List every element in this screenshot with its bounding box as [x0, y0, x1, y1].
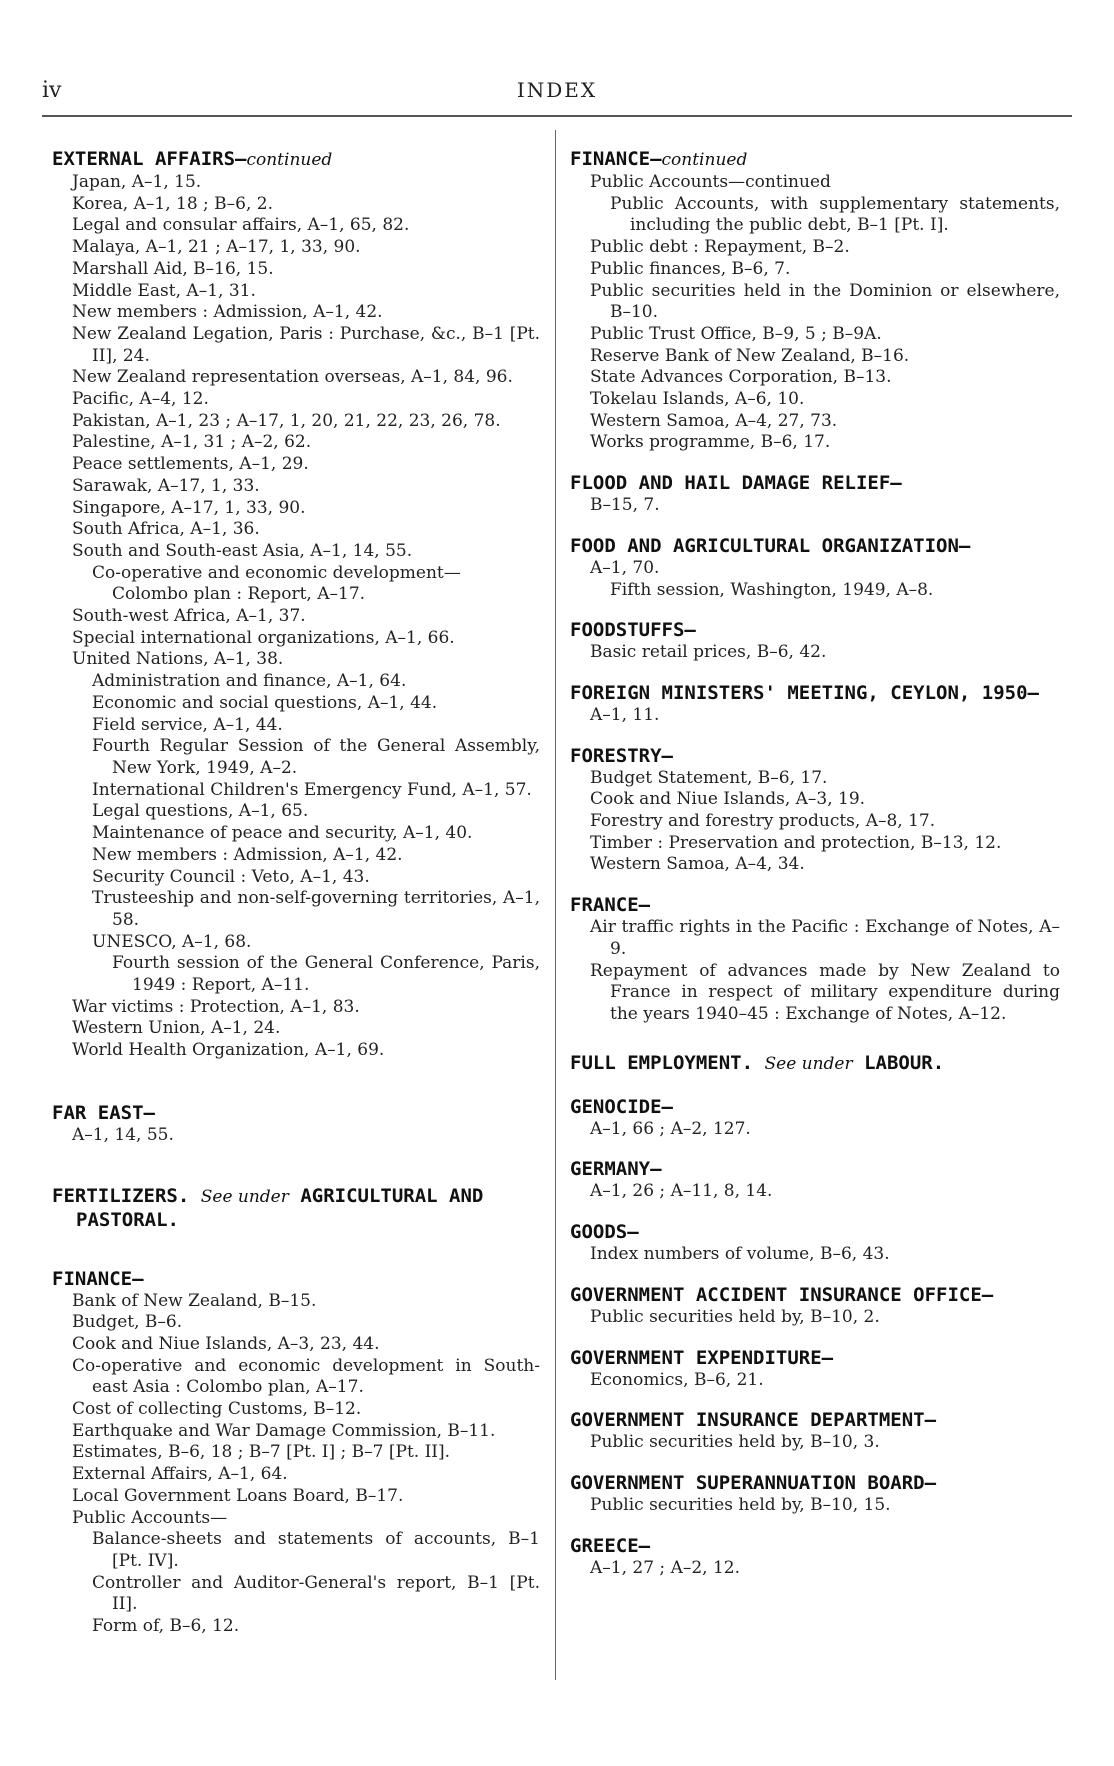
index-heading: GOVERNMENT EXPENDITURE—	[570, 1346, 834, 1369]
index-heading: FLOOD AND HAIL DAMAGE RELIEF—	[570, 472, 902, 495]
index-entry	[570, 1535, 1060, 1580]
index-subentry: Works programme, B–6, 17.	[590, 432, 831, 453]
index-subentry: Middle East, A–1, 31.	[72, 280, 256, 301]
index-subentry: B–15, 7.	[590, 495, 660, 516]
index-subentry: Public securities held by, B–10, 2.	[590, 1306, 880, 1327]
index-subentry: Co-operative and economic development in South-east Asia : Colombo plan, A–17.	[72, 1355, 540, 1398]
index-subentry: Economic and social questions, A–1, 44.	[92, 692, 438, 713]
index-heading: FOOD AND AGRICULTURAL ORGANIZATION—	[570, 534, 971, 557]
index-subentry: Western Samoa, A–4, 34.	[590, 854, 805, 875]
index-subentry: External Affairs, A–1, 64.	[72, 1464, 288, 1485]
left-column	[52, 148, 540, 1638]
index-subentry: Colombo plan : Report, A–17.	[112, 584, 366, 605]
index-subentry: Bank of New Zealand, B–15.	[72, 1290, 317, 1311]
index-subentry: New Zealand representation overseas, A–1, 84, 96.	[72, 367, 513, 388]
column-divider	[555, 130, 556, 1680]
index-heading: GOVERNMENT SUPERANNUATION BOARD—	[570, 1471, 937, 1494]
index-entry	[570, 1472, 1060, 1517]
index-heading: FINANCE—	[52, 1267, 144, 1290]
index-subentry: Trusteeship and non-self-governing territories, A–1, 58.	[92, 888, 540, 930]
index-heading: GREECE—	[570, 1534, 651, 1557]
index-subentry: Cost of collecting Customs, B–12.	[72, 1399, 362, 1420]
index-subentry: Fourth Regular Session of the General Assembly, New York, 1949, A–2.	[92, 736, 540, 778]
index-subentry: Security Council : Veto, A–1, 43.	[92, 866, 370, 887]
index-heading: GOODS—	[570, 1221, 639, 1244]
index-subentry: Timber : Preservation and protection, B–13, 12.	[590, 832, 1002, 853]
index-subentry: South-west Africa, A–1, 37.	[72, 606, 306, 627]
index-subentry: UNESCO, A–1, 68.	[92, 931, 252, 952]
continued-label: continued	[661, 150, 748, 170]
index-subentry: New Zealand Legation, Paris : Purchase, &c., B–1 [Pt. II], 24.	[72, 323, 540, 366]
index-entry	[570, 535, 1060, 601]
index-subentry: War victims : Protection, A–1, 83.	[72, 996, 360, 1017]
index-entry	[570, 1221, 1060, 1266]
index-subentry: Legal questions, A–1, 65.	[92, 801, 309, 822]
index-subentry: A–1, 66 ; A–2, 127.	[590, 1118, 751, 1139]
index-heading: EXTERNAL AFFAIRS—continued	[52, 148, 333, 170]
index-subentry: Legal and consular affairs, A–1, 65, 82.	[72, 215, 410, 236]
index-subentry: New members : Admission, A–1, 42.	[72, 302, 383, 323]
index-subentry: Sarawak, A–17, 1, 33.	[72, 475, 260, 496]
index-heading: GENOCIDE—	[570, 1095, 673, 1118]
index-subentry: Malaya, A–1, 21 ; A–17, 1, 33, 90.	[72, 237, 361, 258]
index-subentry: Co-operative and economic development—	[92, 562, 461, 583]
index-heading: FOREIGN MINISTERS' MEETING, CEYLON, 1950—	[570, 681, 1039, 704]
index-subentry: A–1, 11.	[590, 704, 660, 725]
index-subentry: Forestry and forestry products, A–8, 17.	[590, 811, 936, 832]
index-heading: GOVERNMENT INSURANCE DEPARTMENT—	[570, 1409, 937, 1432]
header-rule	[42, 115, 1072, 117]
index-subentry: Balance-sheets and statements of accounts, B–1 [Pt. IV].	[92, 1529, 540, 1571]
index-subentry: Public Accounts, with supplementary statements, including the public debt, B–1 [Pt. I].	[610, 193, 1060, 236]
index-subentry: United Nations, A–1, 38.	[72, 649, 284, 670]
index-entry	[570, 1096, 1060, 1141]
index-subentry: Public finances, B–6, 7.	[590, 258, 791, 279]
index-entry	[570, 1158, 1060, 1203]
index-subentry: A–1, 70.	[590, 557, 660, 578]
index-subentry: Cook and Niue Islands, A–3, 23, 44.	[72, 1333, 380, 1354]
index-heading: GERMANY—	[570, 1158, 662, 1181]
index-subentry: Administration and finance, A–1, 64.	[92, 671, 407, 692]
index-subentry: Public debt : Repayment, B–2.	[590, 237, 850, 258]
index-subentry: Korea, A–1, 18 ; B–6, 2.	[72, 193, 274, 214]
index-subentry: New members : Admission, A–1, 42.	[92, 844, 403, 865]
index-subentry: Singapore, A–17, 1, 33, 90.	[72, 497, 306, 518]
index-entry	[52, 1268, 540, 1638]
index-subentry: Public securities held by, B–10, 15.	[590, 1494, 891, 1515]
index-subentry: International Children's Emergency Fund, A–1, 57.	[92, 779, 532, 800]
index-subentry: Public Trust Office, B–9, 5 ; B–9A.	[590, 323, 882, 344]
index-subentry: Basic retail prices, B–6, 42.	[590, 642, 827, 663]
index-entry	[52, 148, 540, 1062]
index-subentry: South Africa, A–1, 36.	[72, 519, 260, 540]
index-entry	[570, 1284, 1060, 1329]
index-subentry: Budget Statement, B–6, 17.	[590, 767, 828, 788]
index-subentry: A–1, 14, 55.	[72, 1124, 174, 1145]
index-entry	[570, 1409, 1060, 1454]
index-heading: FORESTRY—	[570, 744, 673, 767]
index-subentry: Budget, B–6.	[72, 1312, 183, 1333]
index-entry	[570, 745, 1060, 877]
index-subentry: Controller and Auditor-General's report, B–1 [Pt. II].	[92, 1572, 540, 1615]
index-entry	[52, 1185, 540, 1232]
index-subentry: Fourth session of the General Conference, Paris, 1949 : Report, A–11.	[112, 953, 540, 996]
index-subentry: Air traffic rights in the Pacific : Exchange of Notes, A–9.	[590, 917, 1060, 959]
index-subentry: Western Samoa, A–4, 27, 73.	[590, 410, 838, 431]
index-subentry: Pacific, A–4, 12.	[72, 389, 209, 410]
index-subentry: Marshall Aid, B–16, 15.	[72, 258, 274, 279]
index-subentry: Earthquake and War Damage Commission, B–11.	[72, 1420, 496, 1441]
see-under-label: See under	[764, 1053, 853, 1074]
index-subentry: Fifth session, Washington, 1949, A–8.	[610, 579, 934, 600]
index-subentry: Special international organizations, A–1, 66.	[72, 627, 455, 648]
page-number: iv	[42, 78, 62, 103]
index-entry	[570, 1347, 1060, 1392]
index-subentry: State Advances Corporation, B–13.	[590, 367, 892, 388]
index-subentry: Repayment of advances made by New Zealand to France in respect of military expenditure during the years 1940–45 : Exchange of Notes, A–12.	[590, 960, 1060, 1024]
index-entry	[52, 1102, 540, 1147]
index-subentry: Estimates, B–6, 18 ; B–7 [Pt. I] ; B–7 [Pt. II].	[72, 1442, 451, 1463]
index-entry	[570, 682, 1060, 727]
index-subentry: Cook and Niue Islands, A–3, 19.	[590, 789, 866, 810]
page-title: INDEX	[516, 78, 598, 102]
index-subentry: Local Government Loans Board, B–17.	[72, 1485, 404, 1506]
index-heading: FOODSTUFFS—	[570, 619, 696, 642]
index-subentry: Maintenance of peace and security, A–1, 40.	[92, 823, 473, 844]
index-subentry: Reserve Bank of New Zealand, B–16.	[590, 345, 910, 366]
index-subentry: Field service, A–1, 44.	[92, 714, 283, 735]
index-subentry: Index numbers of volume, B–6, 43.	[590, 1244, 890, 1265]
index-subentry: Palestine, A–1, 31 ; A–2, 62.	[72, 432, 312, 453]
index-entry	[570, 148, 1060, 454]
index-entry	[570, 472, 1060, 517]
index-subentry: South and South-east Asia, A–1, 14, 55.	[72, 540, 413, 561]
index-heading: GOVERNMENT ACCIDENT INSURANCE OFFICE—	[570, 1283, 994, 1306]
index-subentry: Peace settlements, A–1, 29.	[72, 454, 309, 475]
index-subentry: Tokelau Islands, A–6, 10.	[590, 389, 805, 410]
index-entry	[570, 894, 1060, 1026]
index-subentry: World Health Organization, A–1, 69.	[72, 1040, 385, 1061]
continued-label: continued	[246, 150, 333, 170]
index-heading: FRANCE—	[570, 894, 651, 917]
index-subentry: Public Accounts—continued	[590, 172, 831, 192]
index-entry	[570, 619, 1060, 664]
index-subentry: Public securities held in the Dominion or elsewhere, B–10.	[590, 280, 1060, 323]
index-heading: FERTILIZERS. See under AGRICULTURAL AND PASTORAL.	[52, 1184, 484, 1231]
index-subentry: Economics, B–6, 21.	[590, 1369, 764, 1390]
index-subentry: Japan, A–1, 15.	[72, 172, 202, 192]
index-subentry: Form of, B–6, 12.	[92, 1616, 240, 1637]
index-heading: FAR EAST—	[52, 1101, 155, 1124]
see-under-label: See under	[200, 1186, 289, 1207]
index-subentry: Public securities held by, B–10, 3.	[590, 1432, 880, 1453]
index-subentry: Pakistan, A–1, 23 ; A–17, 1, 20, 21, 22, 23, 26, 78.	[72, 410, 501, 431]
index-heading: FINANCE—continued	[570, 148, 748, 170]
right-column	[570, 148, 1060, 1579]
index-subentry: Western Union, A–1, 24.	[72, 1018, 281, 1039]
index-subentry: Public Accounts—	[72, 1507, 228, 1528]
index-subentry: A–1, 27 ; A–2, 12.	[590, 1557, 741, 1578]
index-subentry: A–1, 26 ; A–11, 8, 14.	[590, 1181, 773, 1202]
index-entry	[570, 1052, 1060, 1076]
index-heading: FULL EMPLOYMENT. See under LABOUR.	[570, 1051, 945, 1074]
